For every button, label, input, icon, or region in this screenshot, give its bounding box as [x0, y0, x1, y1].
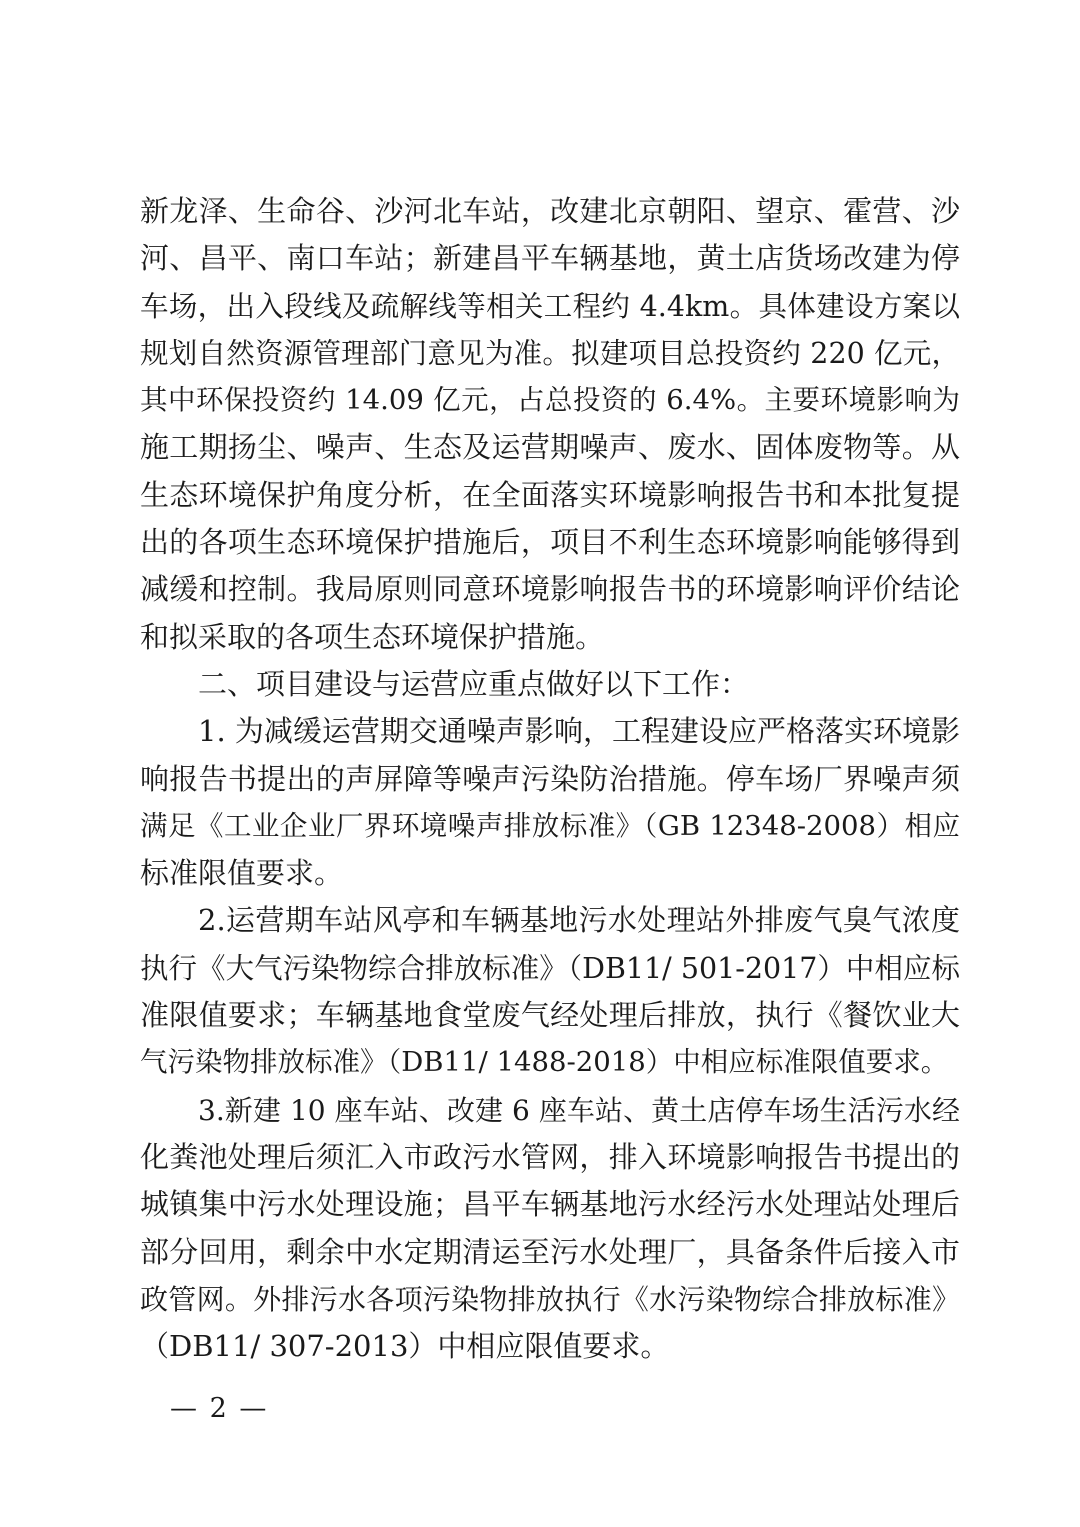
- text-line: 标准限值要求。: [140, 856, 344, 891]
- text-line: 1. 为减缓运营期交通噪声影响，工程建设应严格落实环境影: [198, 714, 960, 749]
- paragraph-item-1-noise: [140, 708, 960, 897]
- text-line: 2.运营期车站风亭和车辆基地污水处理站外排废气臭气浓度: [198, 903, 960, 938]
- text-line: 准限值要求；车辆基地食堂废气经处理后排放，执行《餐饮业大: [140, 998, 960, 1033]
- text-line: 政管网。外排污水各项污染物排放执行《水污染物综合排放标准》: [140, 1282, 960, 1316]
- section-heading-key-work: [140, 661, 960, 708]
- text-line: 河、昌平、南口车站；新建昌平车辆基地，黄土店货场改建为停: [140, 241, 960, 276]
- text-line: 新龙泽、生命谷、沙河北车站，改建北京朝阳、望京、霍营、沙: [140, 194, 960, 228]
- text-line: 执行《大气污染物综合排放标准》（DB11/ 501-2017）中相应标: [140, 951, 960, 985]
- text-line: 施工期扬尘、噪声、生态及运营期噪声、废水、固体废物等。从: [140, 430, 960, 465]
- text-line: （DB11/ 307-2013）中相应限值要求。: [140, 1329, 670, 1364]
- text-line: 3.新建 10 座车站、改建 6 座车站、黄土店停车场生活污水经: [198, 1093, 960, 1127]
- text-line: 城镇集中污水处理设施；昌平车辆基地污水经污水处理站处理后: [140, 1187, 960, 1222]
- text-line: 满足《工业企业厂界环境噪声排放标准》（GB 12348-2008）相应: [140, 809, 960, 842]
- paragraph-item-2-air: [140, 897, 960, 1086]
- text-line: 化粪池处理后须汇入市政污水管网，排入环境影响报告书提出的: [140, 1139, 960, 1174]
- text-line: 减缓和控制。我局原则同意环境影响报告书的环境影响评价结论: [140, 572, 960, 607]
- text-line: 出的各项生态环境保护措施后，项目不利生态环境影响能够得到: [140, 525, 960, 560]
- page-number: — 2 —: [170, 1393, 269, 1424]
- text-line: 规划自然资源管理部门意见为准。拟建项目总投资约 220 亿元，: [140, 336, 960, 370]
- text-line: 响报告书提出的声屏障等噪声污染防治措施。停车场厂界噪声须: [140, 761, 960, 796]
- paragraph-item-3-wastewater: [140, 1087, 960, 1371]
- text-line: 其中环保投资约 14.09 亿元，占总投资的 6.4%。主要环境影响为: [140, 384, 960, 417]
- paragraph-project-overview: [140, 188, 960, 661]
- document-body: [140, 188, 960, 1370]
- text-line: 二、项目建设与运营应重点做好以下工作：: [198, 666, 750, 701]
- text-line: 部分回用，剩余中水定期清运至污水处理厂，具备条件后接入市: [140, 1234, 960, 1269]
- text-line: 和拟采取的各项生态环境保护措施。: [140, 619, 605, 654]
- text-line: 气污染物排放标准》（DB11/ 1488-2018）中相应标准限值要求。: [140, 1046, 949, 1079]
- text-line: 生态环境保护角度分析，在全面落实环境影响报告书和本批复提: [140, 477, 960, 512]
- text-line: 车场，出入段线及疏解线等相关工程约 4.4km。具体建设方案以: [140, 289, 960, 323]
